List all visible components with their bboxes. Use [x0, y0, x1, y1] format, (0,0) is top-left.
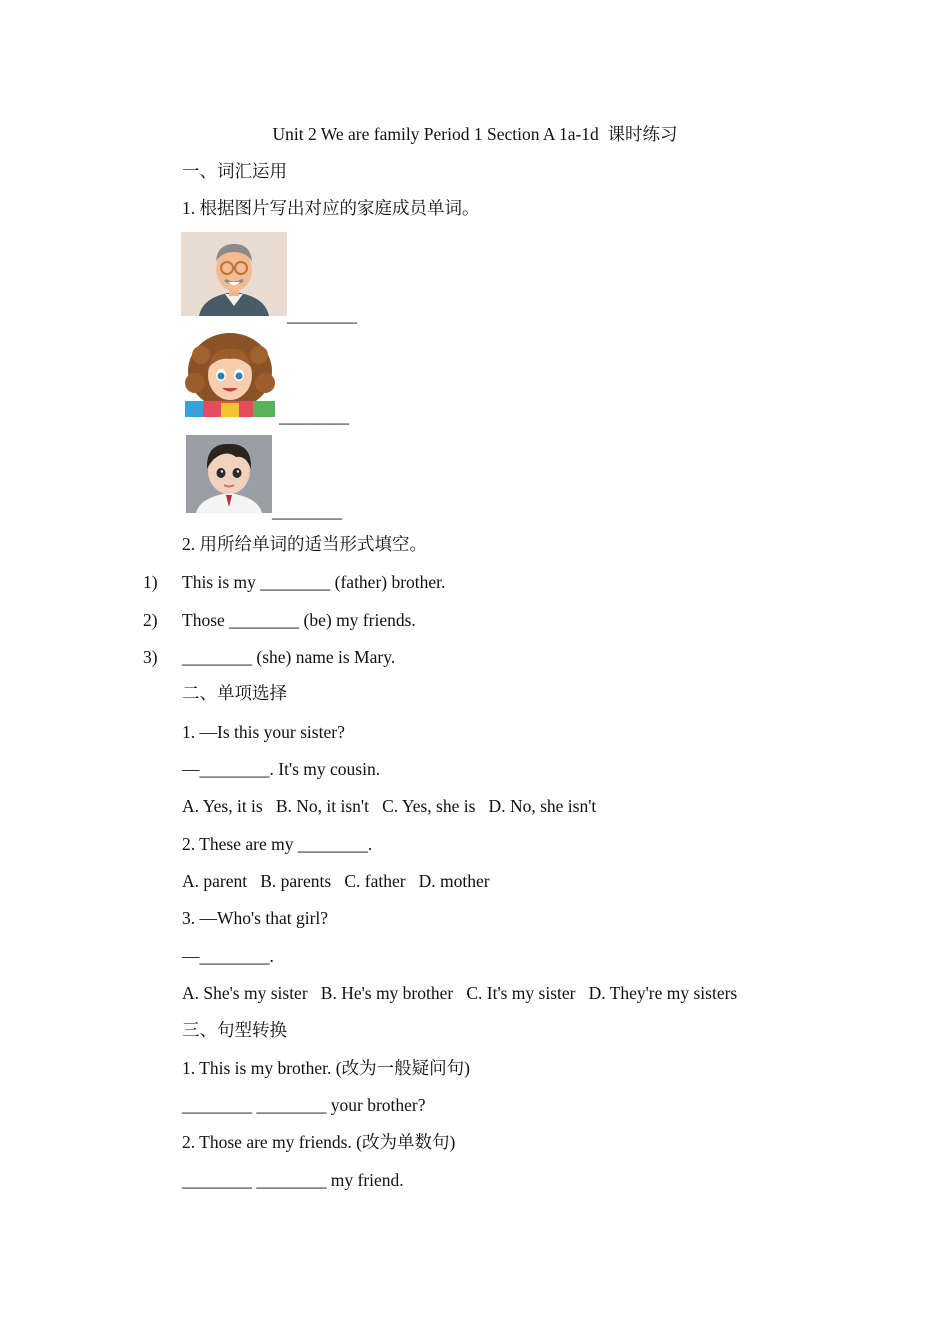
section-heading-transform: 三、句型转换: [182, 1020, 287, 1040]
list-item: ________ (she) name is Mary.: [182, 647, 396, 667]
page-title: Unit 2 We are family Period 1 Section A 1a-1d 课时练习: [272, 124, 678, 144]
question-text: 1. This is my brother. (改为一般疑问句): [182, 1058, 470, 1078]
options-line: A. parent B. parents C. father D. mother: [182, 871, 490, 891]
answer-blank: ________: [287, 305, 357, 325]
answer-blank: ________: [272, 501, 342, 521]
question-prompt: 2. 用所给单词的适当形式填空。: [182, 534, 427, 554]
section-heading-choice: 二、单项选择: [182, 683, 287, 703]
question-prompt: 1. 根据图片写出对应的家庭成员单词。: [182, 198, 480, 218]
boy-illustration: [186, 435, 272, 513]
question-text: 2. Those are my friends. (改为单数句): [182, 1132, 456, 1152]
list-number: 1): [143, 572, 158, 592]
answer-blank: ________: [279, 406, 349, 426]
answer-line: ________ ________ my friend.: [182, 1170, 404, 1190]
answer-line: —________.: [182, 946, 274, 966]
answer-line: ________ ________ your brother?: [182, 1095, 426, 1115]
answer-line: —________. It's my cousin.: [182, 759, 381, 779]
grandfather-illustration: [181, 232, 287, 316]
question-text: 3. —Who's that girl?: [182, 908, 329, 928]
question-text: 2. These are my ________.: [182, 834, 373, 854]
question-text: 1. —Is this your sister?: [182, 722, 345, 742]
list-number: 2): [143, 610, 158, 630]
girl-illustration: [181, 331, 279, 417]
list-item: Those ________ (be) my friends.: [182, 610, 416, 630]
options-line: A. She's my sister B. He's my brother C. It's my sister D. They're my sisters: [182, 983, 738, 1003]
options-line: A. Yes, it is B. No, it isn't C. Yes, she is D. No, she isn't: [182, 796, 597, 816]
list-number: 3): [143, 647, 158, 667]
section-heading-vocabulary: 一、词汇运用: [182, 161, 287, 181]
list-item: This is my ________ (father) brother.: [182, 572, 446, 592]
